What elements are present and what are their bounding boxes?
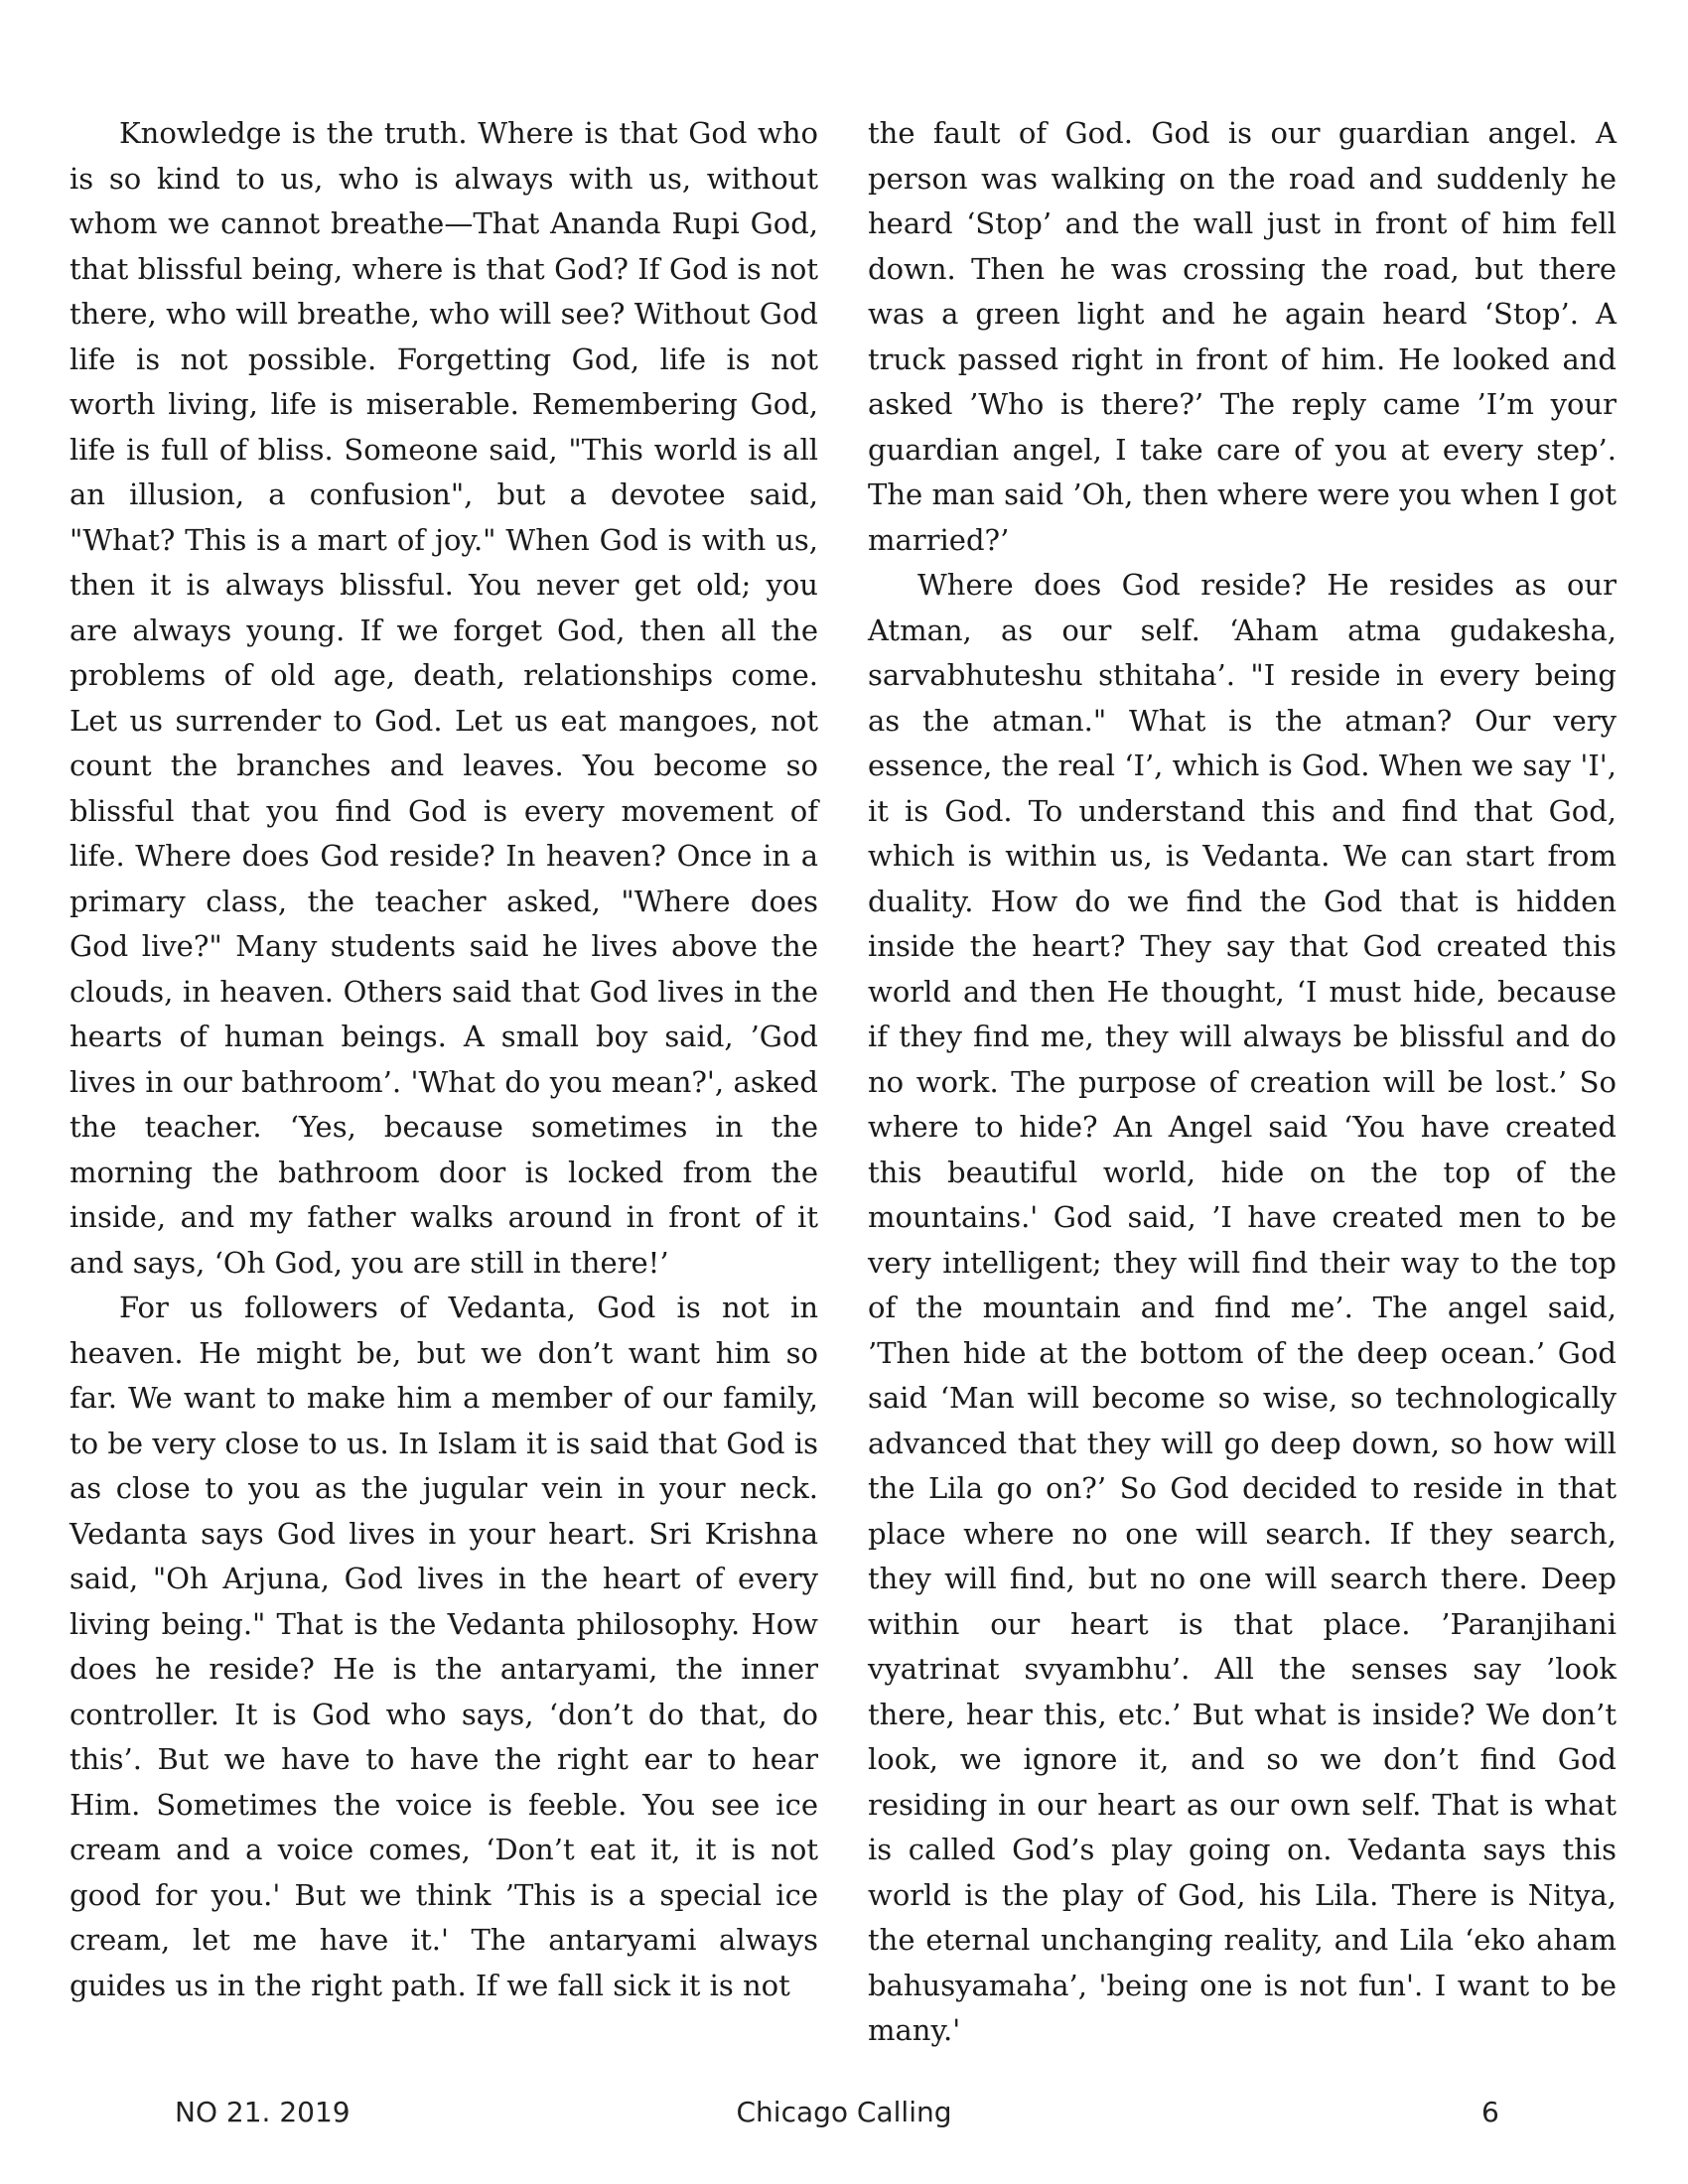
paragraph: the fault of God. God is our guardian angel. A person was walking on the road and suddenly he heard ‘Stop’ and the wall just in front of him fell down. Then he was crossing the road, but there was a green light and he again heard ‘Stop’. A truck passed right in front of him. He looked and asked ’Who is there?’ The reply came ’I’m your guardian angel, I take care of you at every step’. The man said ’Oh, then where were you when I got married?’	[868, 116, 1617, 557]
publication-title: Chicago Calling	[736, 2096, 952, 2128]
left-column	[70, 111, 818, 2008]
paragraph: Where does God reside? He resides as our Atman, as our self. ‘Aham atma gudakesha, sarvabhuteshu sthitaha’. "I reside in every being as the atman." What is the atman? Our very essence, the real ‘I’, which is God. When we say 'I', it is God. To understand this and find that God, which is within us, is Vedanta. We can start from duality. How do we find the God that is hidden inside the heart? They say that God created this world and then He thought, ‘I must hide, because if they find me, they will always be blissful and do no work. The purpose of creation will be lost.’ So where to hide? An Angel said ‘You have created this beautiful world, hide on the top of the mountains.' God said, ’I have created men to be very intelligent; they will find their way to the top of the mountain and find me’. The angel said, ’Then hide at the bottom of the deep ocean.’ God said ‘Man will become so wise, so technologically advanced that they will go deep down, so how will the Lila go on?’ So God decided to reside in that place where no one will search. If they search, they will find, but no one will search there. Deep within our heart is that place. ’Paranjihani vyatrinat svyambhu’. All the senses say ’look there, hear this, etc.’ But what is inside? We don’t look, we ignore it, and so we don’t find God residing in our heart as our own self. That is what is called God’s play going on. Vedanta says this world is the play of God, his Lila. There is Nitya, the eternal unchanging reality, and Lila ‘eko aham bahusyamaha’, 'being one is not fun'. I want to be many.'	[868, 568, 1617, 2047]
page-footer	[0, 2096, 1688, 2135]
paragraph: Knowledge is the truth. Where is that God who is so kind to us, who is always with us, without whom we cannot breathe—That Ananda Rupi God, that blissful being, where is that God? If God is not there, who will breathe, who will see? Without God life is not possible. Forgetting God, life is not worth living, life is miserable. Remembering God, life is full of bliss. Someone said, "This world is all an illusion, a confusion", but a devotee said, "What? This is a mart of joy." When God is with us, then it is always blissful. You never get old; you are always young. If we forget God, then all the problems of old age, death, relationships come. Let us surrender to God. Let us eat mangoes, not count the branches and leaves. You become so blissful that you find God is every movement of life. Where does God reside? In heaven? Once in a primary class, the teacher asked, "Where does God live?" Many students said he lives above the clouds, in heaven. Others said that God lives in the hearts of human beings. A small boy said, ’God lives in our bathroom’. 'What do you mean?', asked the teacher. ‘Yes, because sometimes in the morning the bathroom door is locked from the inside, and my father walks around in front of it and says, ‘Oh God, you are still in there!’	[70, 116, 818, 1280]
paragraph: For us followers of Vedanta, God is not in heaven. He might be, but we don’t want him so far. We want to make him a member of our family, to be very close to us. In Islam it is said that God is as close to you as the jugular vein in your neck. Vedanta says God lives in your heart. Sri Krishna said, "Oh Arjuna, God lives in the heart of every living being." That is the Vedanta philosophy. How does he reside? He is the antaryami, the inner controller. It is God who says, ‘don’t do that, do this’. But we have to have the right ear to hear Him. Sometimes the voice is feeble. You see ice cream and a voice comes, ‘Don’t eat it, it is not good for you.' But we think ’This is a special ice cream, let me have it.' The antaryami always guides us in the right path. If we fall sick it is not	[70, 1291, 818, 2002]
right-column	[868, 111, 1617, 2054]
page-number: 6	[1481, 2096, 1499, 2128]
issue-number: NO 21. 2019	[175, 2096, 351, 2128]
